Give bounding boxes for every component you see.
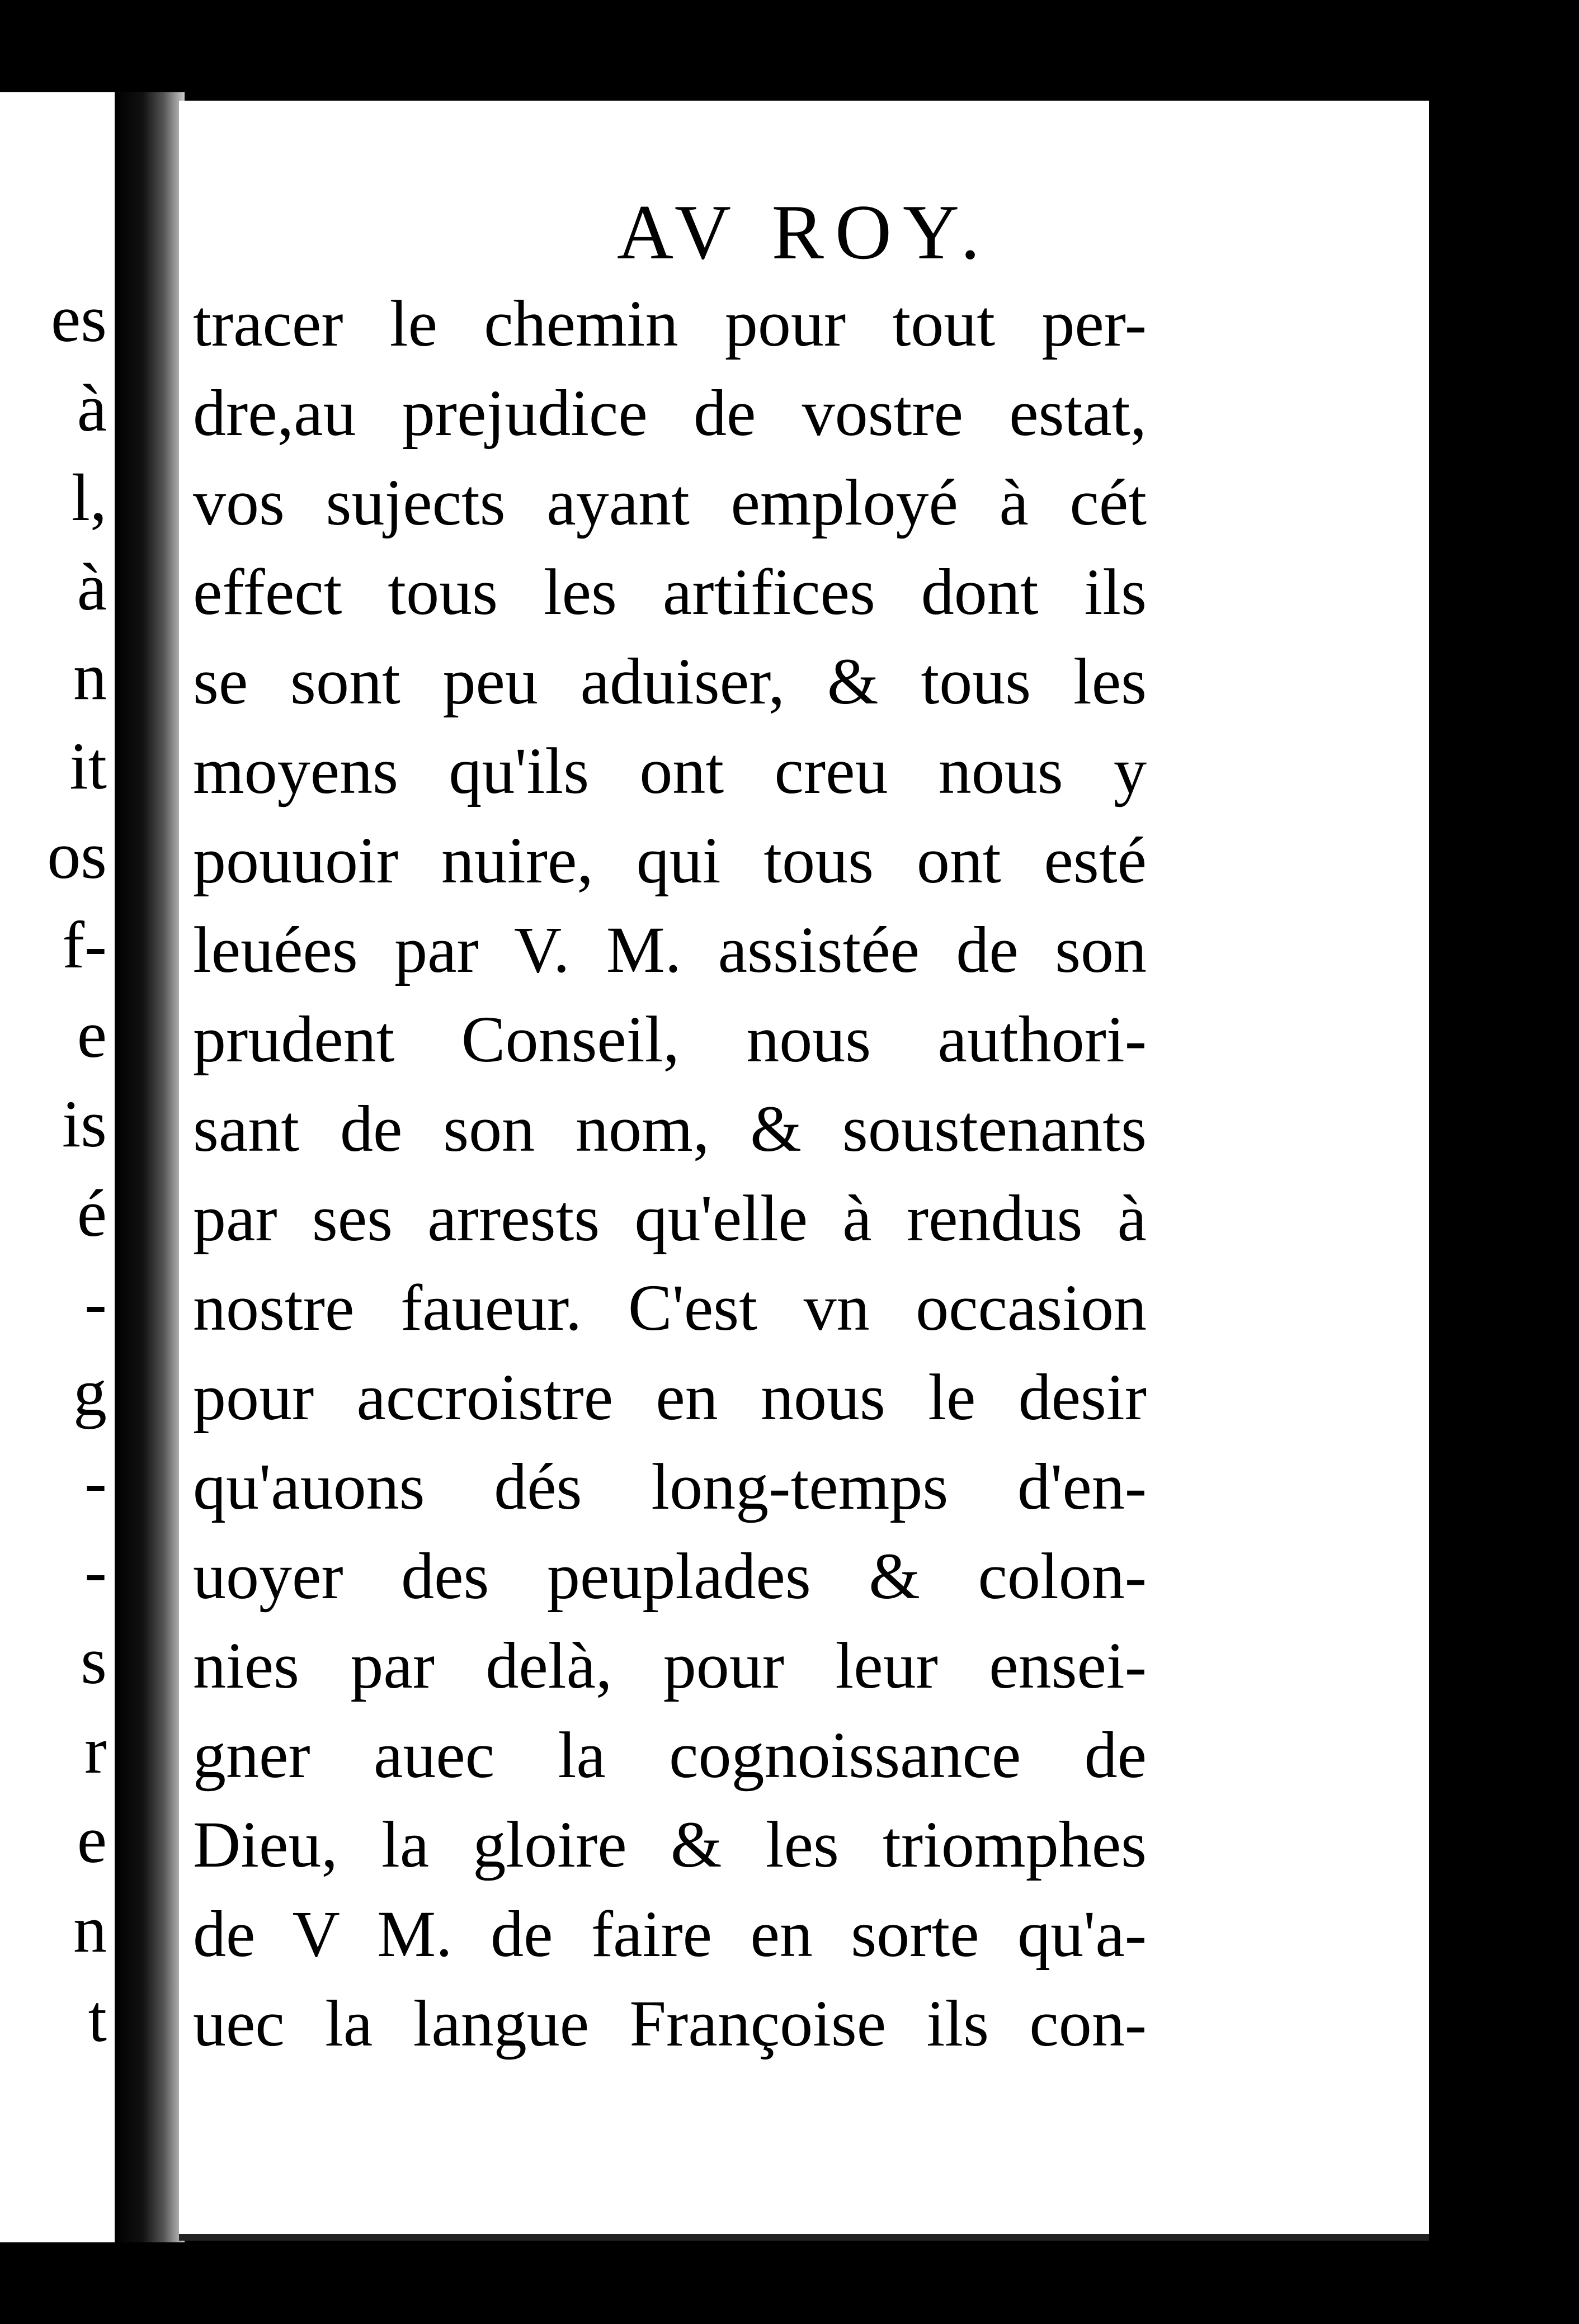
- text-line: gner auec la cognoissance de: [193, 1718, 1147, 1792]
- facing-page-fragment: g: [73, 1355, 107, 1429]
- facing-page-fragment: n: [73, 639, 107, 714]
- text-line: pouuoir nuire, qui tous ont esté: [193, 824, 1147, 897]
- facing-page-fragment: os: [47, 818, 107, 892]
- facing-page-fragment: é: [77, 1176, 107, 1250]
- text-line: vos sujects ayant employé à cét: [193, 466, 1147, 539]
- text-line: qu'auons dés long-temps d'en-: [193, 1450, 1147, 1523]
- text-line: effect tous les artifices dont ils: [193, 555, 1147, 629]
- facing-page-fragment: e: [77, 1802, 107, 1877]
- running-heading: AV ROY.: [616, 189, 992, 276]
- facing-page-fragment: -: [84, 1444, 107, 1519]
- text-line: Dieu, la gloire & les triomphes: [193, 1808, 1147, 1881]
- facing-page-fragment: e: [77, 997, 107, 1071]
- text-line: par ses arrests qu'elle à rendus à: [193, 1182, 1147, 1255]
- facing-page-fragment: s: [81, 1623, 107, 1698]
- facing-page-fragment: is: [62, 1087, 107, 1161]
- facing-page-fragment: t: [88, 1981, 107, 2056]
- facing-page-fragment: l,: [71, 460, 107, 535]
- facing-page-fragment: à: [77, 371, 107, 445]
- text-line: uec la langue Françoise ils con-: [193, 1987, 1147, 2060]
- text-line: uoyer des peuplades & colon-: [193, 1539, 1147, 1613]
- facing-page-fragment: -: [84, 1534, 107, 1608]
- facing-page-fragment: n: [73, 1892, 107, 1966]
- text-line: nies par delà, pour leur ensei-: [193, 1629, 1147, 1702]
- facing-page-fragment: -: [84, 1265, 107, 1340]
- text-line: pour accroistre en nous le desir: [193, 1361, 1147, 1434]
- text-line: dre,au prejudice de vostre estat,: [193, 376, 1147, 450]
- text-line: tracer le chemin pour tout per-: [193, 287, 1147, 360]
- facing-page-fragment: r: [84, 1713, 107, 1787]
- text-line: sant de son nom, & soustenants: [193, 1092, 1147, 1165]
- facing-page-fragment: it: [69, 729, 107, 803]
- page-bottom-edge: [179, 2234, 1429, 2241]
- facing-page-fragment: es: [51, 281, 107, 356]
- text-line: de V M. de faire en sorte qu'a-: [193, 1897, 1147, 1971]
- text-line: nostre faueur. C'est vn occasion: [193, 1271, 1147, 1344]
- text-line: prudent Conseil, nous authori-: [193, 1003, 1147, 1076]
- facing-page-strip: [0, 92, 115, 2242]
- facing-page-fragment: f-: [62, 908, 107, 982]
- text-line: se sont peu aduiser, & tous les: [193, 645, 1147, 718]
- facing-page-fragment: à: [77, 550, 107, 624]
- book-page: [179, 101, 1429, 2234]
- binding-gutter: [115, 92, 185, 2242]
- text-line: moyens qu'ils ont creu nous y: [193, 734, 1147, 807]
- text-line: leuées par V. M. assistée de son: [193, 913, 1147, 986]
